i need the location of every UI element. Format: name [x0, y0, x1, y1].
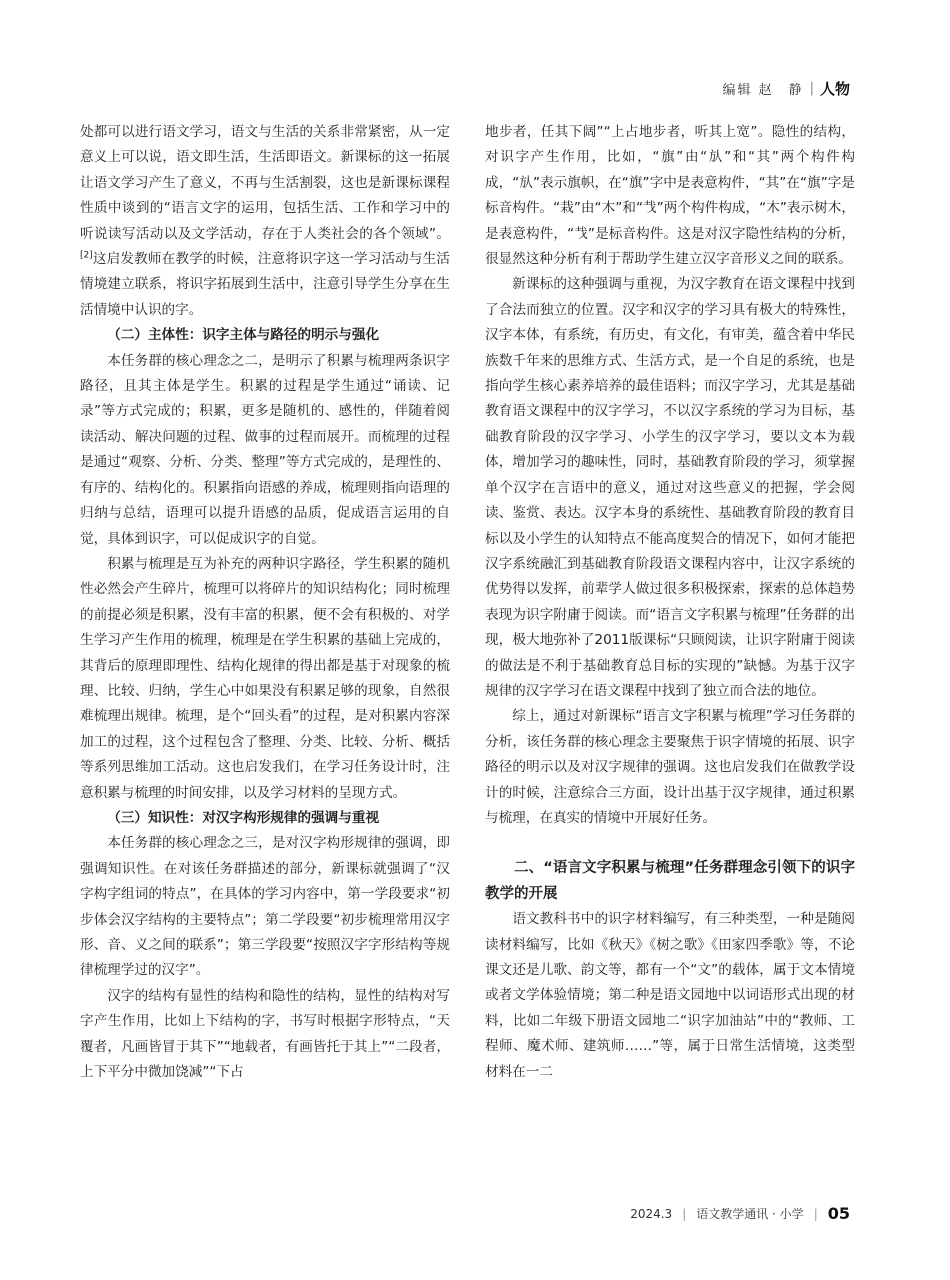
issue-date: 2024.3	[630, 1206, 673, 1221]
subsection-heading: （二）主体性：识字主体与路径的明示与强化	[107, 327, 380, 344]
page-number: 05	[827, 1204, 850, 1223]
section-heading: 二、“语言文字积累与梳理”任务群理念引领下的识字教学的开展	[485, 860, 855, 902]
subsection-heading: （三）知识性：对汉字构形规律的强调与重视	[107, 809, 380, 826]
section-title: 人物	[819, 80, 850, 98]
running-header	[722, 78, 850, 99]
paragraph: 新课标的这种强调与重视，为汉字教育在语文课程中找到了合法而独立的位置。汉字和汉字的学习具有极大的特殊性，汉字本体，有系统，有历史，有文化，有审美，蕴含着中华民族数千年来的思维方式、生活方式，是一个自足的系统，也是指向学生核心素养培养的最佳语料；而汉字学习，尤其是基础教育语文课程中的汉字学习，不以汉字系统的学习为目标，基础教育阶段的汉字学习、小学生的汉字学习，要以文本为载体，增加学习的趣味性，同时，基础教育阶段的学习，须掌握单个汉字在言语中的意义，通过对这些意义的把握，学会阅读、鉴赏、表达。汉字本身的系统性、基础教育阶段的教育目标以及小学生的认知特点不能高度契合的情况下，如何才能把汉字系统融汇到基础教育阶段语文课程内容中，让汉字系统的优势得以发挥，前辈学人做过很多积极探索，探索的总体趋势表现为识字附庸于阅读。而“语言文字积累与梳理”任务群的出现，极大地弥补了2011版课标“只顾阅读，让识字附庸于阅读的做法是不利于基础教育总目标的实现的”缺憾。为基于汉字规律的汉字学习在语文课程中找到了独立而合法的地位。	[485, 276, 855, 699]
reference-marker: [2]	[80, 250, 93, 261]
page-footer	[630, 1204, 850, 1223]
paragraph: 汉字的结构有显性的结构和隐性的结构，显性的结构对写字产生作用，比如上下结构的字，书写时根据字形特点，“天覆者，凡画皆冒于其下”“地载者，有画皆托于其上”“二段者，上下平分中微加饶减”“下占	[80, 987, 450, 1081]
footer-divider: |	[813, 1206, 818, 1221]
paragraph: 积累与梳理是互为补充的两种识字路径，学生积累的随机性必然会产生碎片，梳理可以将碎片的知识结构化；同时梳理的前提必须是积累，没有丰富的积累，便不会有积极的、对学生学习产生作用的梳理，梳理是在学生积累的基础上完成的，其背后的原理即理性、结构化规律的得出都是基于对现象的梳理、比较、归纳，学生心中如果没有积累足够的现象，自然很难梳理出规律。梳理，是个“回头看”的过程，是对积累内容深加工的过程，这个过程包含了整理、分类、比较、分析、概括等系列思维加工活动。这也启发我们，在学习任务设计时，注意积累与梳理的时间安排，以及学习材料的呈现方式。	[80, 555, 450, 801]
paragraph: 本任务群的核心理念之二，是明示了积累与梳理两条识字路径，且其主体是学生。积累的过程是学生通过“诵读、记录”等方式完成的；积累，更多是随机的、感性的，伴随着阅读活动、解决问题的过程、做事的过程而展开。而梳理的过程是通过“观察、分析、分类、整理”等方式完成的，是理性的、有序的、结构化的。积累指向语感的养成，梳理则指向语理的归纳与总结，语理可以提升语感的品质，促成语言运用的自觉，具体到识字，可以促成识字的自觉。	[80, 352, 450, 547]
journal-name: 语文教学通讯 · 小学	[696, 1207, 804, 1221]
paragraph: 综上，通过对新课标“语言文字积累与梳理”学习任务群的分析，该任务群的核心理念主要聚焦于识字情境的拓展、识字路径的明示以及对汉字规律的强调。这也启发我们在做教学设计的时候，注意综合三方面，设计出基于汉字规律，通过积累与梳理，在真实的情境中开展好任务。	[485, 708, 855, 826]
right-column	[485, 120, 855, 1085]
footer-divider: |	[682, 1206, 687, 1221]
paragraph: 处都可以进行语文学习，语文与生活的关系非常紧密，从一定意义上可以说，语文即生活，生活即语文。新课标的这一拓展让语文学习产生了意义，不再与生活割裂，这也是新课标课程性质中谈到的“语言文字的运用，包括生活、工作和学习中的听说读写活动以及文学活动，存在于人类社会的各个领域”。[2]这启发教师在教学的时候，注意将识字这一学习活动与生活情境建立联系，将识字拓展到生活中，注意引导学生分享在生活情境中认识的字。	[80, 124, 450, 318]
header-divider: |	[809, 81, 814, 96]
left-column	[80, 120, 450, 1085]
paragraph: 语文教科书中的识字材料编写，有三种类型，一种是随阅读材料编写，比如《秋天》《树之歌》《田家四季歌》等，不论课文还是儿歌、韵文等，都有一个“文”的载体，属于文本情境或者文学体验情境；第二种是语文园地中以词语形式出现的材料，比如二年级下册语文园地二“识字加油站”中的“教师、工程师、魔术师、建筑师……”等，属于日常生活情境，这类型材料在一二	[485, 911, 855, 1080]
editor-credit: 编辑 赵 静	[722, 83, 804, 98]
paragraph: 地步者，任其下阔”“上占地步者，听其上宽”。隐性的结构，对识字产生作用，比如，“旗”由“㫃”和“其”两个构件构成，“㫃”表示旗帜，在“旗”字中是表意构件，“其”在“旗”字是标音构件。“栽”由“木”和“𢦏”两个构件构成，“木”表示树木，是表意构件，“𢦏”是标音构件。这是对汉字隐性结构的分析，很显然这种分析有利于帮助学生建立汉字音形义之间的联系。	[485, 124, 855, 268]
paragraph: 本任务群的核心理念之三，是对汉字构形规律的强调，即强调知识性。在对该任务群描述的部分，新课标就强调了“汉字构字组词的特点”，在具体的学习内容中，第一学段要求“初步体会汉字结构的主要特点”；第二学段要“初步梳理常用汉字形、音、义之间的联系”；第三学段要“按照汉字字形结构等规律梳理学过的汉字”。	[80, 835, 450, 979]
